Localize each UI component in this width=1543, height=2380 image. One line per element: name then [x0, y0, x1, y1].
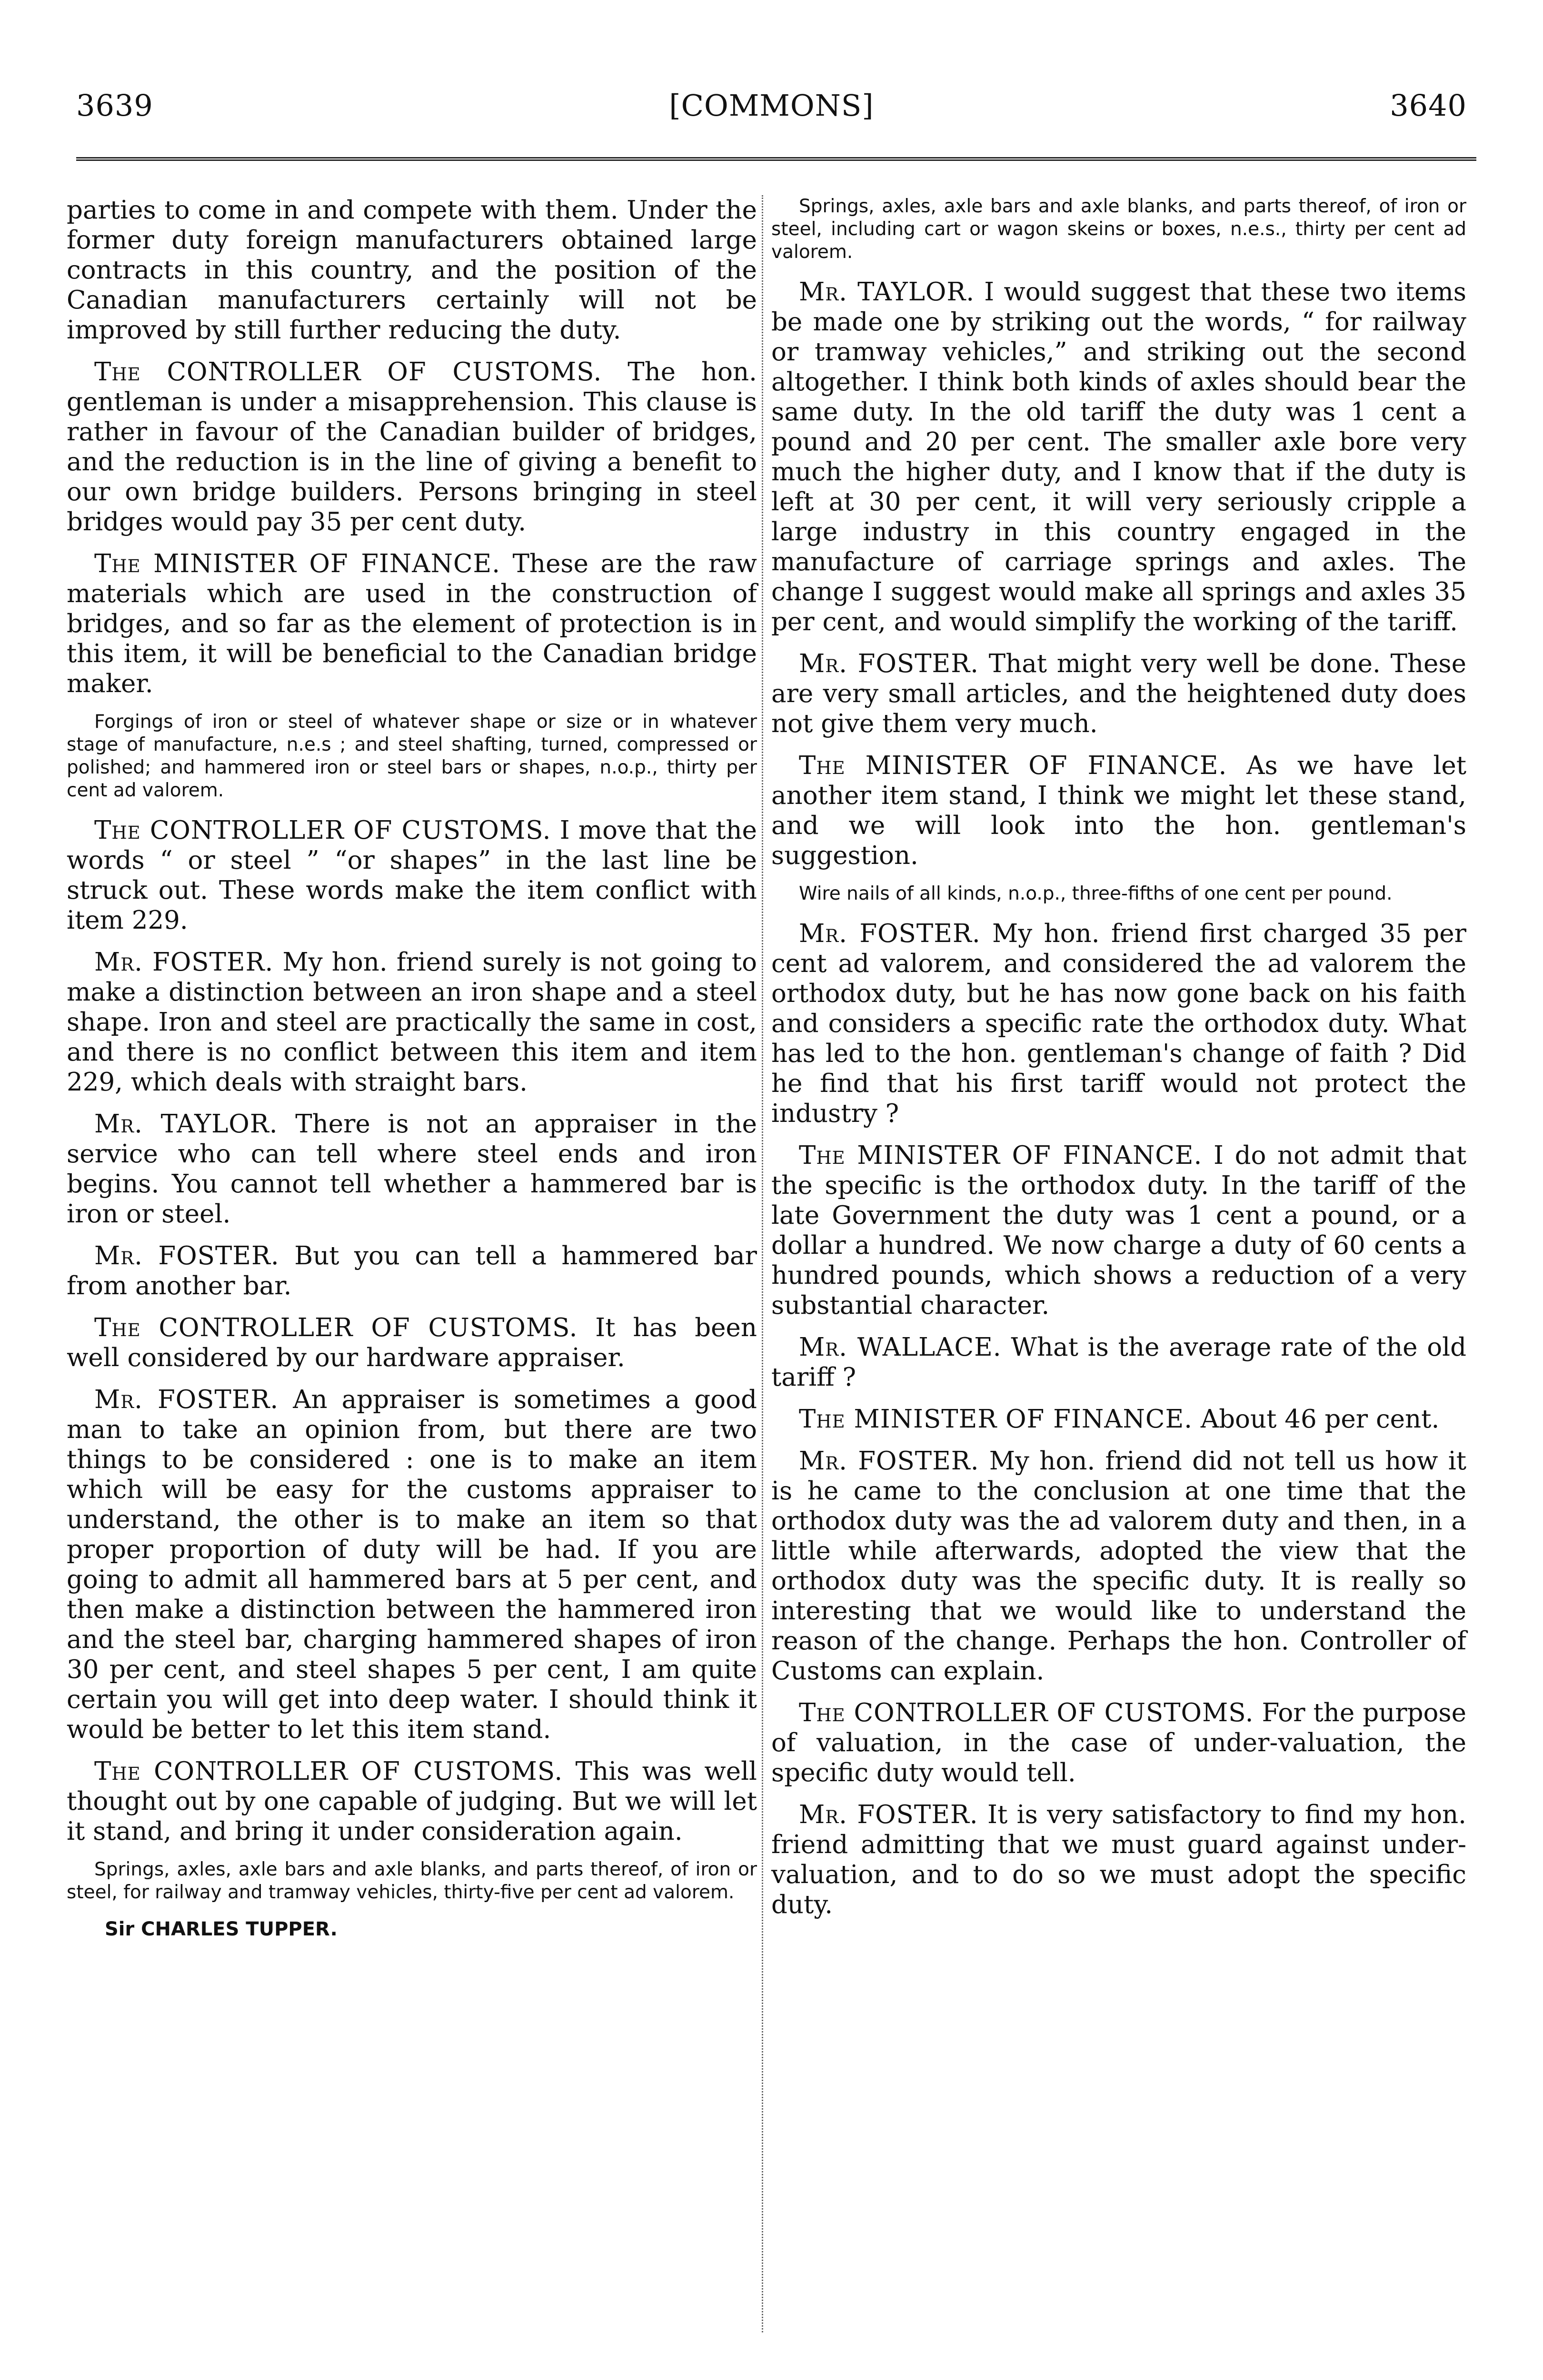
speaker-name: Mr. TAYLOR.	[799, 278, 975, 307]
speaker-name: Mr. FOSTER.	[799, 1800, 978, 1829]
speech-paragraph	[67, 1385, 757, 1745]
signature-line: Sir CHARLES TUPPER.	[105, 1918, 338, 1940]
speech-paragraph	[67, 195, 757, 345]
speech-paragraph	[771, 1404, 1466, 1434]
speaker-name: The CONTROLLER OF CUSTOMS.	[94, 816, 551, 845]
tariff-item: Springs, axles, axle bars and axle blanks, and parts thereof, of iron or steel, including cart or wagon skeins or boxes, n.e.s., thirty per cent ad valorem.	[771, 196, 1466, 263]
speaker-name: The CONTROLLER OF CUSTOMS.	[94, 1757, 563, 1786]
speech-text: parties to come in and compete with them. Under the former duty foreign manufacturers obtained large contracts in this country, and the position of the Canadian manufacturers certainly will not be improved by still further reducing the duty.	[67, 196, 757, 345]
speech-paragraph	[771, 1698, 1466, 1788]
speaker-name: The MINISTER OF FINANCE.	[94, 549, 501, 578]
speaker-name: The CONTROLLER OF CUSTOMS.	[799, 1698, 1254, 1727]
speech-text: What is the average rate of the old tariff ?	[771, 1333, 1466, 1392]
speech-text: My hon. friend first charged 35 per cent ad valorem, and considered the ad valorem the orthodox duty, but he has now gone back on his faith and considers a specific rate the orthodox duty. What has led to the hon. gentleman's change of faith ? Did he find that his first tariff would not protect the industry ?	[771, 919, 1466, 1128]
speech-text: I would suggest that these two items be made one by striking out the words, “ for railway or tramway vehicles,” and striking out the second altogether. I think both kinds of axles should bear the same duty. In the old tariff the duty was 1 cent a pound and 20 per cent. The smaller axle bore very much the higher duty, and I know that if the duty is left at 30 per cent, it will very seriously cripple a large industry in this country engaged in the manufacture of carriage springs and axles. The change I suggest would make all springs and axles 35 per cent, and would simplify the working of the tariff.	[771, 278, 1466, 636]
speech-paragraph	[771, 1800, 1466, 1920]
speech-text: An appraiser is sometimes a good man to take an opinion from, but there are two things to be considered : one is to make an item which will be easy for the customs appraiser to understand, the other is to make an item so that proper proportion of duty will be had. If you are going to admit all hammered bars at 5 per cent, and then make a distinction between the hammered iron and the steel bar, charging hammered shapes of iron 30 per cent, and steel shapes 5 per cent, I am quite certain you will get into deep water. I should think it would be better to let this item stand.	[67, 1385, 757, 1744]
speech-text: There is not an appraiser in the service who can tell where steel ends and iron begins. You cannot tell whether a hammered bar is iron or steel.	[67, 1110, 757, 1229]
speech-text: For the purpose of valuation, in the case of under-valuation, the specific duty would tell.	[771, 1698, 1466, 1787]
speaker-name: Mr. WALLACE.	[799, 1333, 1002, 1362]
speech-text: I do not admit that the specific is the orthodox duty. In the tariff of the late Government the duty was 1 cent a pound, or a dollar a hundred. We now charge a duty of 60 cents a hundred pounds, which shows a reduction of a very substantial character.	[771, 1141, 1467, 1320]
speech-paragraph	[771, 919, 1466, 1129]
speech-paragraph	[67, 1241, 757, 1301]
speaker-name: The MINISTER OF FINANCE.	[799, 751, 1227, 780]
speech-paragraph	[67, 1313, 757, 1373]
speech-paragraph	[771, 649, 1466, 739]
speech-text: About 46 per cent.	[1192, 1405, 1440, 1434]
tariff-item: Wire nails of all kinds, n.o.p., three-fifths of one cent per pound.	[799, 883, 1393, 904]
right-column	[771, 195, 1466, 1932]
speaker-name: The CONTROLLER OF CUSTOMS.	[94, 357, 602, 387]
header-rule	[76, 157, 1476, 161]
speech-paragraph	[67, 1756, 757, 1846]
speech-paragraph	[67, 815, 757, 935]
page-number-right: 3640	[1390, 88, 1467, 123]
tariff-item: Forgings of iron or steel of whatever shape or size or in whatever stage of manufacture, n.e.s ; and steel shafting, turned, compressed or polished; and hammered iron or steel bars or shapes, n.o.p., thirty per cent ad valorem.	[67, 711, 757, 801]
speaker-name: Mr. FOSTER.	[799, 1447, 979, 1476]
speaker-name: Mr. FOSTER.	[94, 1385, 279, 1414]
speech-text: I move that the words “ or steel ” “or shapes” in the last line be struck out. These words make the item conflict with item 229.	[67, 816, 757, 935]
column-divider	[762, 195, 763, 2332]
speaker-name: The CONTROLLER OF CUSTOMS.	[94, 1313, 578, 1342]
speaker-name: Mr. TAYLOR.	[94, 1110, 278, 1139]
speech-text: But you can tell a hammered bar from another bar.	[67, 1241, 757, 1300]
speaker-name: Mr. FOSTER.	[799, 649, 979, 678]
speech-text: My hon. friend surely is not going to make a distinction between an iron shape and a steel shape. Iron and steel are practically the same in cost, and there is no conflict between this item and item 229, which deals with straight bars.	[67, 948, 757, 1097]
speaker-name: The MINISTER OF FINANCE.	[799, 1405, 1193, 1434]
speaker-name: Mr. FOSTER.	[799, 919, 981, 948]
left-column	[67, 195, 757, 1941]
speech-text: This was well thought out by one capable of judging. But we will let it stand, and bring it under consideration again.	[67, 1757, 757, 1846]
page-number-left: 3639	[76, 88, 153, 123]
speech-text: It is very satisfactory to find my hon. friend admitting that we must guard against under-valuation, and to do so we must adopt the specific duty.	[771, 1800, 1466, 1919]
speech-paragraph	[67, 357, 757, 537]
speaker-name: Mr. FOSTER.	[94, 1241, 279, 1270]
speech-text: My hon. friend did not tell us how it is he came to the conclusion at one time that the orthodox duty was the ad valorem duty and then, in a little while afterwards, adopted the view that the orthodox duty was the specific duty. It is really so interesting that we would like to understand the reason of the change. Perhaps the hon. Controller of Customs can explain.	[771, 1447, 1466, 1686]
speech-paragraph	[771, 1332, 1466, 1392]
speech-text: These are the raw materials which are used in the construction of bridges, and so far as the element of protection is in this item, it will be beneficial to the Canadian bridge maker.	[67, 549, 757, 698]
tariff-item: Springs, axles, axle bars and axle blanks, and parts thereof, of iron or steel, for railway and tramway vehicles, thirty-five per cent ad valorem.	[67, 1859, 757, 1903]
speech-text: It has been well considered by our hardware appraiser.	[67, 1313, 757, 1372]
running-title: [COMMONS]	[669, 88, 874, 123]
speaker-name: Mr. FOSTER.	[94, 948, 274, 977]
speech-paragraph	[67, 947, 757, 1097]
speaker-name: The MINISTER OF FINANCE.	[799, 1141, 1203, 1170]
speech-paragraph	[771, 1140, 1466, 1320]
speech-paragraph	[771, 1446, 1466, 1686]
speech-paragraph	[67, 1109, 757, 1229]
page-header	[76, 88, 1467, 131]
speech-text: That might very well be done. These are very small articles, and the heightened duty does not give them very much.	[771, 649, 1466, 738]
speech-paragraph	[67, 549, 757, 699]
speech-paragraph	[771, 277, 1466, 637]
speech-paragraph	[771, 751, 1466, 871]
speech-text: As we have let another item stand, I think we might let these stand, and we will look into the hon. gentleman's suggestion.	[771, 751, 1466, 870]
speech-text: The hon. gentleman is under a misapprehension. This clause is rather in favour of the Canadian builder of bridges, and the reduction is in the line of giving a benefit to our own bridge builders. Persons bringing in steel bridges would pay 35 per cent duty.	[67, 357, 757, 536]
